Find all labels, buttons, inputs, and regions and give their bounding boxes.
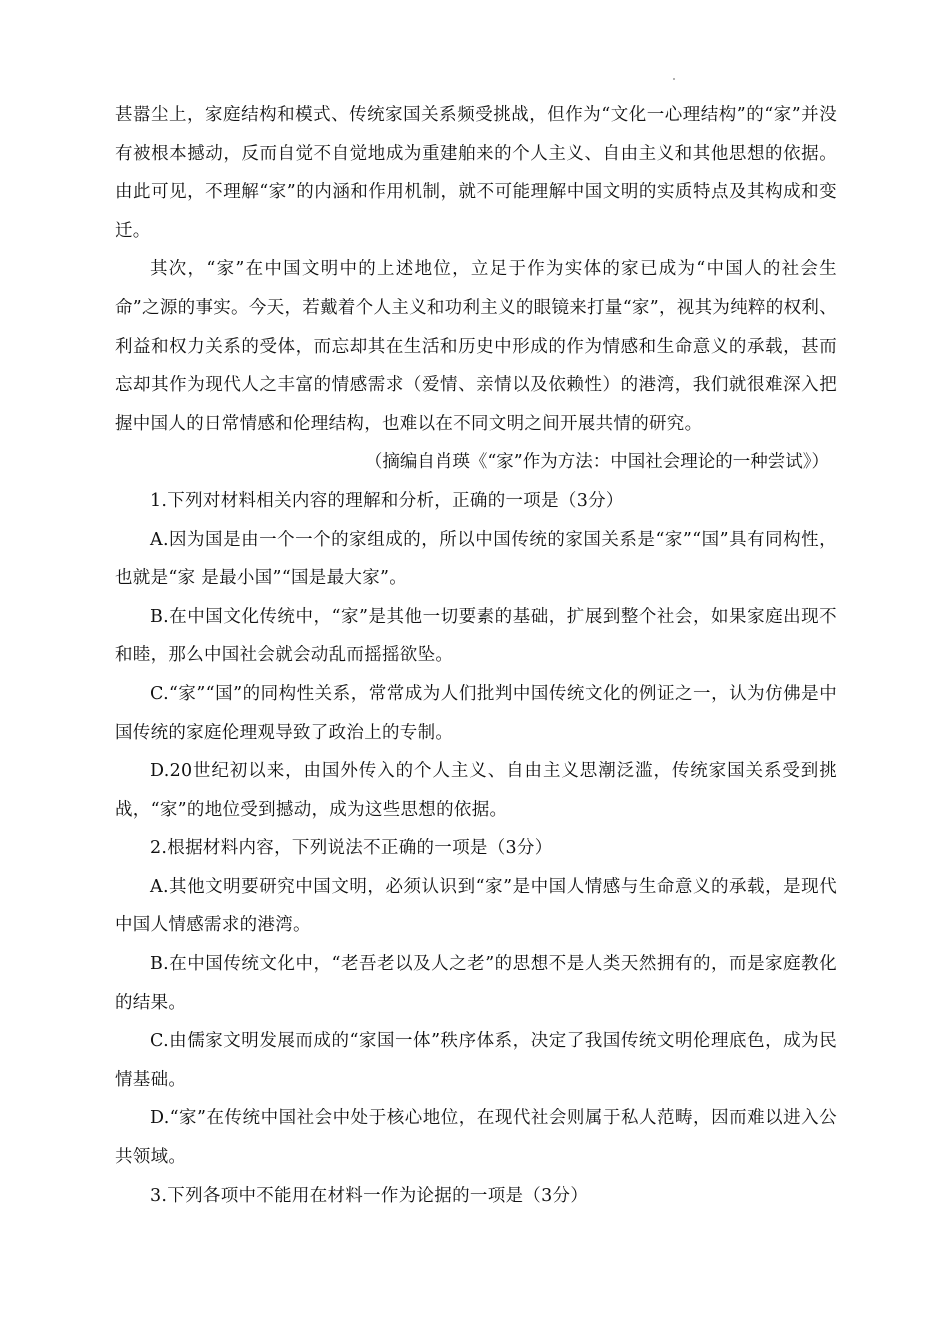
question-1-option-b: B.在中国文化传统中，“家”是其他一切要素的基础，扩展到整个社会，如果家庭出现不和睦，那么中国社会就会动乱而摇摇欲坠。 <box>115 606 837 666</box>
paragraph-continued: 甚嚣尘上，家庭结构和模式、传统家国关系频受挑战，但作为“文化一心理结构”的“家”并没有被根本撼动，反而自觉不自觉地成为重建舶来的个人主义、自由主义和其他思想的依据。由此可见，不理解“家”的内涵和作用机制，就不可能理解中国文明的实质特点及其构成和变迁。 <box>115 105 837 241</box>
document-body <box>115 96 837 1215</box>
question-3-stem: 3.下列各项中不能用在材料一作为论据的一项是（3分） <box>150 1185 589 1206</box>
question-2-option-c: C.由儒家文明发展而成的“家国一体”秩序体系，决定了我国传统文明伦理底色，成为民情基础。 <box>115 1031 837 1090</box>
question-2-stem: 2.根据材料内容，下列说法不正确的一项是（3分） <box>150 838 553 859</box>
question-1-option-a: A.因为国是由一个一个的家组成的，所以中国传统的家国关系是“家”“国”具有同构性，也就是“家 是最小国”“国是最大家”。 <box>115 529 837 589</box>
source-citation: （摘编自肖瑛《“家”作为方法：中国社会理论的一种尝试》） <box>364 452 829 473</box>
scan-speck <box>673 78 675 80</box>
question-2-option-d: D.“家”在传统中国社会中处于核心地位，在现代社会则属于私人范畴，因而难以进入公共领域。 <box>115 1108 837 1168</box>
question-1-stem: 1.下列对材料相关内容的理解和分析，正确的一项是（3分） <box>150 490 624 511</box>
question-1-option-c: C.“家”“国”的同构性关系，常常成为人们批判中国传统文化的例证之一，认为仿佛是中国传统的家庭伦理观导致了政治上的专制。 <box>115 683 837 743</box>
question-1-option-d: D.20世纪初以来，由国外传入的个人主义、自由主义思潮泛滥，传统家国关系受到挑战，“家”的地位受到撼动，成为这些思想的依据。 <box>115 761 837 820</box>
question-2-option-b: B.在中国传统文化中，“老吾老以及人之老”的思想不是人类天然拥有的，而是家庭教化的结果。 <box>115 954 837 1013</box>
paragraph-second-point: 其次，“家”在中国文明中的上述地位，立足于作为实体的家已成为“中国人的社会生命”之源的事实。今天，若戴着个人主义和功利主义的眼镜来打量“家”，视其为纯粹的权利、利益和权力关系的受体，而忘却其在生活和历史中形成的作为情感和生命意义的承载，甚而忘却其作为现代人之丰富的情感需求（爱情、亲情以及依赖性）的港湾，我们就很难深入把握中国人的日常情感和伦理结构，也难以在不同文明之间开展共情的研究。 <box>115 259 837 434</box>
question-2-option-a: A.其他文明要研究中国文明，必须认识到“家”是中国人情感与生命意义的承载，是现代中国人情感需求的港湾。 <box>115 876 837 936</box>
